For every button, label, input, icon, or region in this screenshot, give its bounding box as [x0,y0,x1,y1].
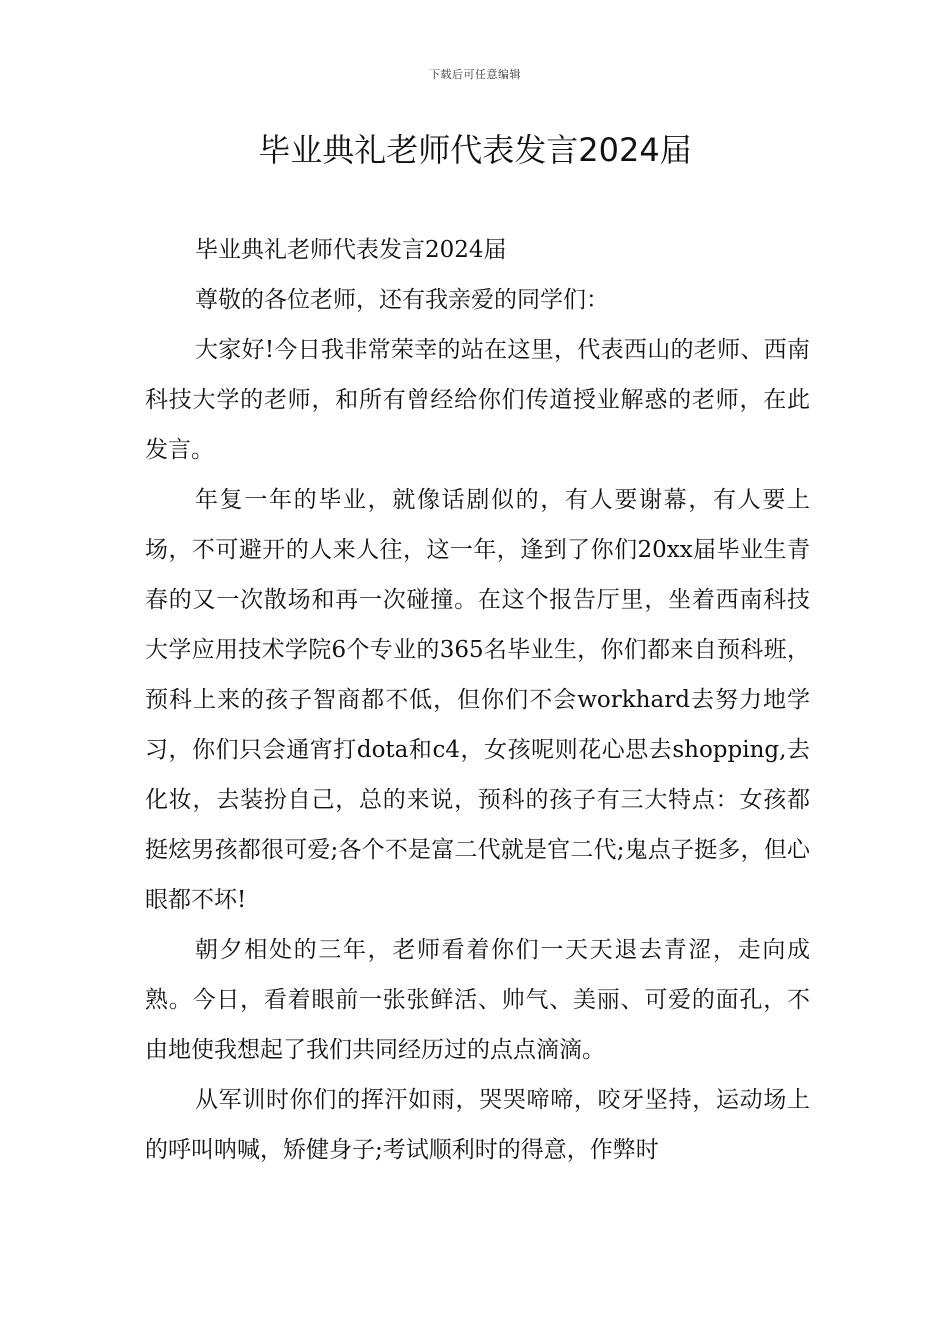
document-title: 毕业典礼老师代表发言2024届 [258,131,692,169]
paragraph: 毕业典礼老师代表发言2024届 [195,237,507,263]
paragraph: 大家好!今日我非常荣幸的站在这里，代表西山的老师、西南科技大学的老师，和所有曾经给你们传道授业解惑的老师，在此发言。 [145,337,810,463]
paragraph: 年复一年的毕业，就像话剧似的，有人要谢幕，有人要上场，不可避开的人来人往，这一年，逢到了你们20xx届毕业生青春的又一次散场和再一次碰撞。在这个报告厅里，坐着西南科技大学应用技术学院6个专业的365名毕业生，你们都来自预科班，预科上来的孩子智商都不低，但你们不会workhard去努力地学习，你们只会通宵打dota和c4，女孩呢则花心思去shopping,去化妆，去装扮自己，总的来说，预科的孩子有三大特点：女孩都挺炫男孩都很可爱;各个不是富二代就是官二代;鬼点子挺多，但心眼都不坏! [145,487,810,913]
header-note: 下载后可任意编辑 [429,68,521,81]
paragraph: 从军训时你们的挥汗如雨，哭哭啼啼，咬牙坚持，运动场上的呼叫呐喊，矫健身子;考试顺利时的得意，作弊时 [145,1087,810,1163]
paragraph: 尊敬的各位老师，还有我亲爱的同学们： [195,287,609,313]
paragraph: 朝夕相处的三年，老师看着你们一天天退去青涩，走向成熟。今日，看着眼前一张张鲜活、帅气、美丽、可爱的面孔，不由地使我想起了我们共同经历过的点点滴滴。 [145,937,810,1063]
document-body [145,225,810,1175]
